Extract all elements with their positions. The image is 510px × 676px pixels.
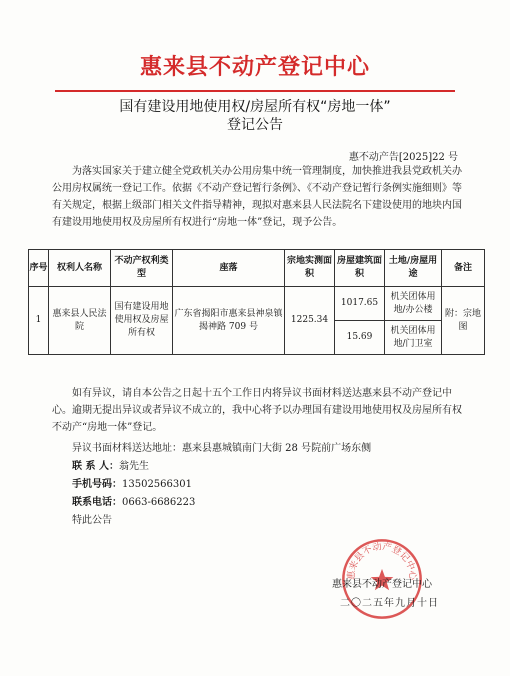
address-value: 惠来县惠城镇南门大街 28 号院前广场东侧 (182, 443, 372, 454)
contact-person-line (72, 460, 149, 474)
col-seq: 序号 (29, 250, 49, 287)
col-land-area: 宗地实测面积 (285, 250, 335, 287)
mobile-value: 13502566301 (122, 479, 192, 490)
cell-owner: 惠来县人民法院 (49, 287, 111, 355)
closing-text: 特此公告 (72, 515, 112, 526)
col-building-area: 房屋建筑面积 (335, 250, 385, 287)
title-line-1: 国有建设用地使用权/房屋所有权“房地一体” (119, 99, 391, 115)
table-header-row (29, 250, 485, 287)
cell-land-use-1: 机关团体用地/办公楼 (385, 287, 442, 321)
cell-remarks: 附：宗地图 (442, 287, 485, 355)
phone-value: 0663-6686223 (122, 497, 196, 508)
document-number: 惠不动产告[2025]22 号 (348, 152, 458, 163)
col-location: 座落 (173, 250, 285, 287)
phone-line (72, 496, 195, 510)
intro-paragraph: 为落实国家关于建立健全党政机关办公用房集中统一管理制度，加快推进我县党政机关办公用房权属统一登记工作。依据《不动产登记暂行条例》、《不动产登记暂行条例实施细则》等有关规定，根据上级部门相关文件指导精神，现拟对惠来县人民法院名下建设使用的地块内国有建设用地使用权及房屋所有权进行“房地一体”登记，现予公告。 (52, 166, 462, 228)
cell-land-use-2: 机关团体用地/门卫室 (385, 321, 442, 355)
table-row (29, 287, 485, 321)
cell-location: 广东省揭阳市惠来县神泉镇揭神路 709 号 (173, 287, 285, 355)
contact-person-value: 翁先生 (118, 461, 149, 472)
header-rule (55, 90, 455, 92)
mobile-label: 手机号码： (72, 479, 122, 490)
org-header: 惠来县不动产登记中心 (139, 55, 370, 80)
notice-title (60, 98, 450, 134)
issuer-name: 惠来县不动产登记中心 (332, 579, 432, 590)
cell-seq: 1 (29, 287, 49, 355)
phone-label: 联系电话： (72, 497, 122, 508)
objection-paragraph: 如有异议，请自本公告之日起十五个工作日内将异议书面材料送达惠来县不动产登记中心。逾期无提出异议或者异议不成立的，我中心将予以办理国有建设用地使用权及房屋所有权不动产“房地一体”登记。 (52, 388, 462, 433)
col-right-type: 不动产权利类型 (111, 250, 173, 287)
registration-table (28, 249, 485, 355)
cell-building-area-1: 1017.65 (335, 287, 385, 321)
cell-right-type: 国有建设用地使用权及房屋所有权 (111, 287, 173, 355)
col-land-use: 土地/房屋用途 (385, 250, 442, 287)
col-owner: 权利人名称 (49, 250, 111, 287)
seal-text-path: 惠来县不动产登记中心 (346, 541, 418, 581)
cell-land-area: 1225.34 (285, 287, 335, 355)
contact-person-label: 联 系 人： (72, 461, 119, 472)
address-line (72, 442, 371, 456)
title-line-2: 登记公告 (227, 117, 283, 133)
cell-building-area-2: 15.69 (335, 321, 385, 355)
issue-date: 二〇二五年九月十日 (340, 598, 439, 609)
mobile-line (72, 478, 192, 492)
address-label: 异议书面材料送达地址： (72, 443, 182, 454)
col-remarks: 备注 (442, 250, 485, 287)
